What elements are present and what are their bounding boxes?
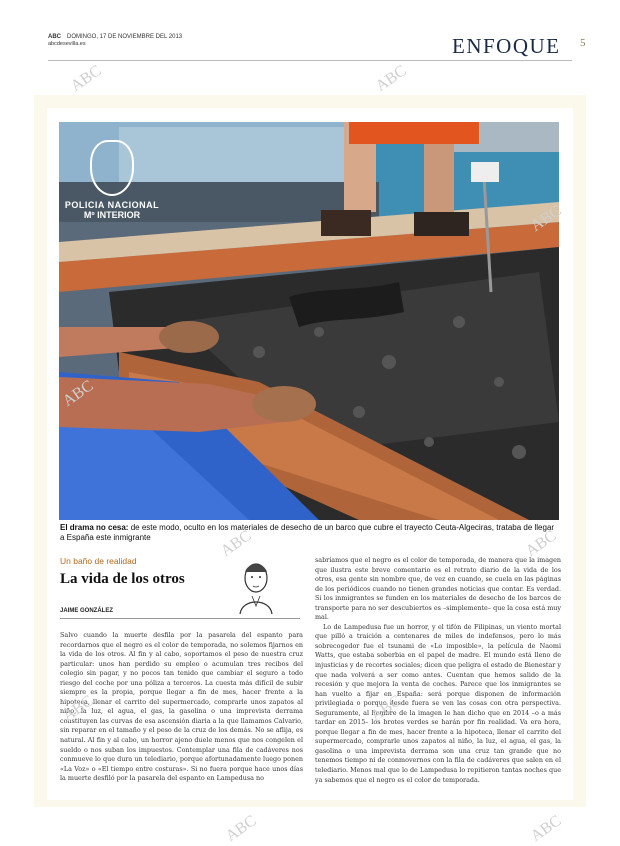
header-rule xyxy=(48,60,572,61)
article-headline: La vida de los otros xyxy=(60,571,185,587)
police-logo xyxy=(62,140,162,220)
article-column-2 xyxy=(315,556,561,785)
caption-lead: El drama no cesa: xyxy=(60,523,129,532)
article-kicker: Un baño de realidad xyxy=(60,556,137,566)
page-number: 5 xyxy=(580,37,586,49)
issue-date: DOMINGO, 17 DE NOVIEMBRE DEL 2013 xyxy=(67,34,183,40)
byline-rule xyxy=(60,618,300,619)
watermark: ABC xyxy=(67,62,105,95)
watermark: ABC xyxy=(522,527,560,560)
watermark: ABC xyxy=(367,692,405,725)
article-byline: JAIME GONZÁLEZ xyxy=(60,608,114,614)
watermark: ABC xyxy=(372,62,410,95)
police-logo-line2: Mº INTERIOR xyxy=(83,210,141,220)
watermark: ABC xyxy=(222,812,260,845)
section-title: ENFOQUE xyxy=(452,34,561,58)
author-portrait xyxy=(230,556,282,616)
author-sketch xyxy=(230,556,282,616)
watermark: ABC xyxy=(527,812,565,845)
watermark: ABC xyxy=(59,377,97,410)
masthead-info xyxy=(48,34,182,48)
column2-paragraph-2: Lo de Lampedusa fue un horror, y el tifón de Filipinas, un viento mortal que pilló a traición a centenares de miles de indefensos, pero lo más sobrecogedor fue el tsunami de «Lo imposible», la película de Naomi Watts, que estaba soberbia en el papel de madre. El mundo está lleno de injusticias y de recortes sociales; dicen que peligra el estado de Bienestar y que nada volverá a ser como antes. Cuentan que hemos salido de la recesión y que mejora la venta de coches. Parece que los inmigrantes se han vuelto a fijar en España: será porque disponen de información privilegiada o porque desde fuera se ven las cosas con otra perspectiva. Seguramente, al hombre de la imagen le han dicho que en 2014 –o a más tardar en 2015– los brotes verdes se harán por fin realidad. Va era hora, porque llegar a fin de mes, hacer frente a la hipoteca, llenar el carrito del supermercado, comprarle unos zapatos al niño, la luz, el agua, el gas, la gasolina o una imprevista derrama son una cruz tan grande que no tenemos tiempo ni de conmovernos con la fila de cadáveres que salen en el telediario. Menos mal que lo de Lampedusa lo repitieron tantas noches que ya sabemos que el negro es el color de temporada. xyxy=(315,622,561,784)
police-logo-line1: POLICIA NACIONAL xyxy=(64,200,160,210)
watermark: ABC xyxy=(527,202,565,235)
watermark: ABC xyxy=(59,692,97,725)
photo-caption xyxy=(60,523,560,543)
column2-paragraph-1: sabríamos que el negro es el color de temporada, de manera que la imagen que ilustra este breve comentario es el retrato diario de la vida de los otros, esa gente sin nombre que, de vez en cuando, se cuela en las páginas de los periódicos cuando no tienen grandes noticias que contar. Es verdad. Si los inmigrantes se funden en los materiales de desecho de los barcos de transporte para no ser descubiertos es –simplemente– que la cosa está muy mal. xyxy=(315,556,561,622)
watermark: ABC xyxy=(217,527,255,560)
column1-text: Salvo cuando la muerte desfila por la pasarela del espanto para recordarnos que el negro es el color de temporada, no solemos fijarnos en la vida de los otros. Al fin y al cabo, soportamos el peso de nuestra cruz particular: unos han perdido su empleo o acumulan tres recibos del colegio sin pagar, y no pocos tan tenido que cambiar el seguro a todo riesgo del coche por una póliza a terceros. La cuesta más difícil de subir siempre es la propia, porque llegar a fin de mes, hacer frente a la hipoteca, llenar el carrito del supermercado, comprarle unos zapatos al niño, la luz, el agua, el gas, la gasolina o una imprevista derrama constituyen las curvas de esa ascensión diaria a la que llamamos Calvario, sin reparar en el tamaño y el peso de la cruz de los demás. No se aflija, es natural. Al fin y al cabo, un horror ajeno duele menos que nos congelen el sueldo o nos suban los impuestos. Contemplar una fila de cadáveres nos conmueve lo que dura un telediario, porque afortunadamente luego ponen «La Voz» o «El tiempo entre costuras». Si no fuera porque hace unos días la muerte desfiló por la pasarela del espanto en Lampedusa no xyxy=(60,631,303,783)
brand-label: ABC xyxy=(48,34,61,40)
site-url: abcdesevilla.es xyxy=(48,41,86,47)
police-badge-icon xyxy=(90,140,134,196)
caption-text: de este modo, oculto en los materiales de desecho de un barco que cubre el trayecto Ceuta-Algeciras, trataba de llegar a España este inmigrante xyxy=(60,523,555,542)
